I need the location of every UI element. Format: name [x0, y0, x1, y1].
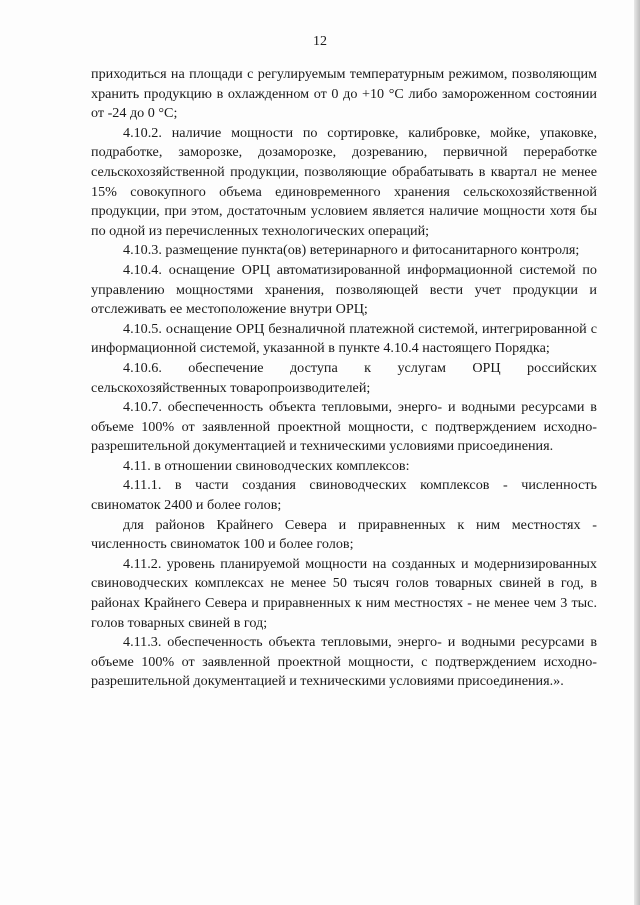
paragraph-4-10-3: 4.10.3. размещение пункта(ов) ветеринарного и фитосанитарного контроля;	[123, 242, 580, 259]
paragraph-4-11-3: 4.11.3. обеспеченность объекта тепловыми, энерго- и водными ресурсами в объеме 100% от заявленной проектной мощности, с подтверждением исходно-разрешительной документацией и техническими условиями присоединения.».	[91, 634, 597, 690]
page-number: 12	[313, 34, 327, 49]
paragraph-4-10-5: 4.10.5. оснащение ОРЦ безналичной платежной системой, интегрированной с информационной системой, указанной в пункте 4.10.4 настоящего Порядка;	[91, 320, 597, 357]
paragraph-4-10-7: 4.10.7. обеспеченность объекта тепловыми, энерго- и водными ресурсами в объеме 100% от заявленной проектной мощности, с подтверждением исходно-разрешительной документацией и техническими условиями присоединения.	[91, 399, 597, 455]
page-edge-shadow	[634, 0, 640, 905]
paragraph-4-10-2: 4.10.2. наличие мощности по сортировке, калибровке, мойке, упаковке, подработке, заморозке, дозаморозке, дозреванию, первичной переработке сельскохозяйственной продукции, позволяющие обрабатывать в квартал не менее 15% совокупного объема единовременного хранения сельскохозяйственной продукции, при этом, достаточным условием является наличие мощности хотя бы по одной из перечисленных технологических операций;	[91, 124, 597, 239]
paragraph-4-10-4: 4.10.4. оснащение ОРЦ автоматизированной информационной системой по управлению мощностями хранения, позволяющей вести учет продукции и отслеживать ее местоположение внутри ОРЦ;	[91, 261, 597, 318]
paragraph-far-north: для районов Крайнего Севера и приравненных к ним местностях - численность свиноматок 100 и более голов;	[91, 516, 597, 553]
paragraph-4-10-6: 4.10.6. обеспечение доступа к услугам ОРЦ российских сельскохозяйственных товаропроизводителей;	[91, 359, 597, 396]
paragraph-continuation: приходиться на площади с регулируемым температурным режимом, позволяющим хранить продукцию в охлажденном от 0 до +10 °C либо замороженном состоянии от -24 до 0 °C;	[91, 66, 597, 122]
paragraph-4-11-1: 4.11.1. в части создания свиноводческих комплексов - численность свиноматок 2400 и более голов;	[91, 477, 597, 514]
paragraph-4-11: 4.11. в отношении свиноводческих комплексов:	[123, 457, 410, 474]
body-text	[91, 65, 597, 692]
paragraph-4-11-2: 4.11.2. уровень планируемой мощности на созданных и модернизированных свиноводческих комплексах не менее 50 тысяч голов товарных свиней в год, в районах Крайнего Севера и приравненных к ним местностях - не менее чем 3 тыс. голов товарных свиней в год;	[91, 555, 597, 631]
